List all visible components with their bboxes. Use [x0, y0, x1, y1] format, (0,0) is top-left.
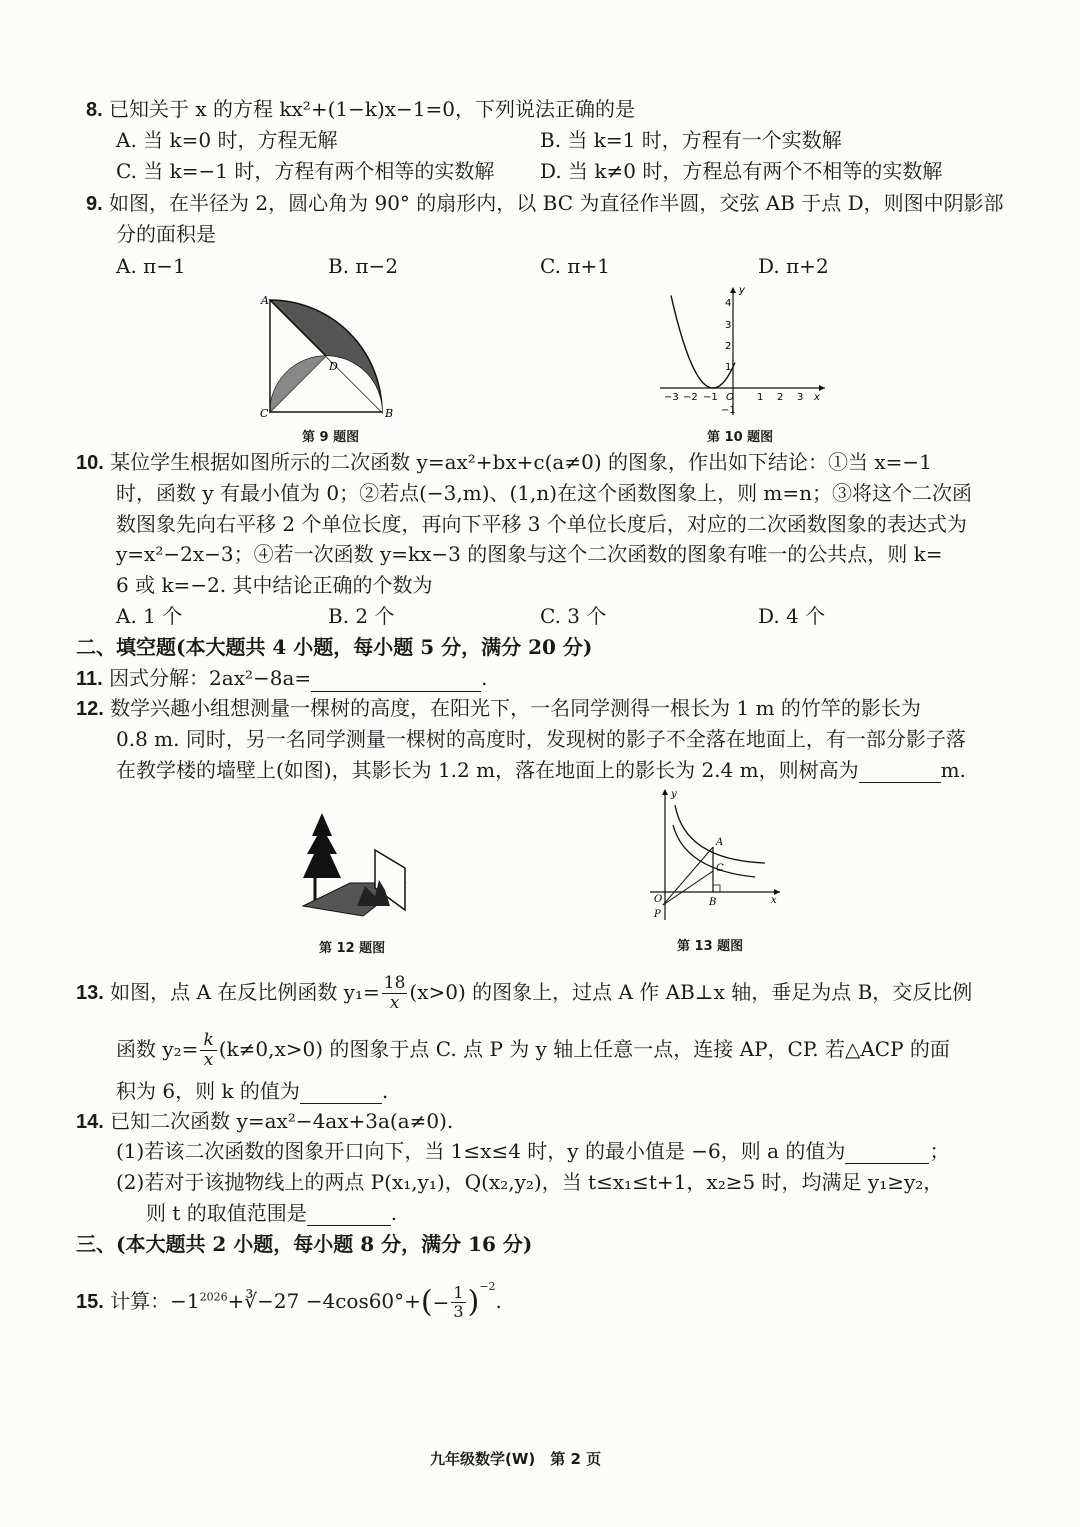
q15-lead: 计算：−1	[110, 1289, 200, 1313]
q10-option-a: A. 1 个	[116, 604, 183, 628]
q13-text-1b: (x>0) 的图象上，过点 A 作 AB⊥x 轴，垂足为点 B，交反比例	[409, 980, 973, 1004]
y-axis-label: y	[739, 285, 745, 296]
q15-exponent-2: −2	[479, 1280, 496, 1293]
x-tick-neg2: −2	[683, 392, 698, 403]
q8-option-c: C. 当 k=−1 时，方程有两个相等的实数解	[116, 159, 495, 183]
section-2-heading: 二、填空题(本大题共 4 小题，每小题 5 分，满分 20 分)	[76, 635, 593, 659]
q13-line3	[116, 1078, 388, 1104]
q9-option-b: B. π−2	[328, 254, 399, 278]
y-axis-arrow	[662, 789, 668, 795]
curve-y2	[673, 825, 755, 877]
q13-line1	[76, 974, 972, 1013]
q14-stem	[76, 1108, 453, 1135]
q13-frac1-den: x	[389, 993, 400, 1013]
q12-answer-blank[interactable]	[859, 762, 941, 783]
q14-number: 14.	[76, 1111, 104, 1133]
q8-text: 已知关于 x 的方程 kx²+(1−k)x−1=0，下列说法正确的是	[109, 97, 636, 121]
point-c-label: C	[716, 863, 724, 874]
q12-text-3: 在教学楼的墙壁上(如图)，其影长为 1.2 m，落在地面上的影长为 2.4 m，则树高为	[116, 758, 859, 782]
q15-exponent-1: 2026	[199, 1290, 228, 1304]
q12-number: 12.	[76, 698, 104, 720]
q10-line1	[76, 449, 932, 476]
q12-line1	[76, 695, 921, 722]
q13-text-2a: 函数 y₂=	[116, 1037, 199, 1061]
origin-label: O	[654, 894, 663, 905]
x-tick-2: 2	[777, 392, 784, 403]
q10-line2: 时，函数 y 有最小值为 0；②若点(−3,m)、(1,n)在这个函数图象上，则 m=n；③将这个二次函	[116, 481, 973, 505]
q11-text: 因式分解：2ax²−8a=	[109, 666, 312, 690]
q14-part2: (2)若对于该抛物线上的两点 P(x₁,y₁)，Q(x₂,y₂)，当 t≤x₁≤t+1，x₂≥5 时，均满足 y₁≥y₂，	[116, 1170, 944, 1194]
q11	[76, 665, 488, 692]
q8-option-d: D. 当 k≠0 时，方程总有两个不相等的实数解	[540, 159, 943, 183]
origin-label: O	[726, 392, 734, 403]
curve-y1	[675, 805, 765, 863]
q8-option-a: A. 当 k=0 时，方程无解	[116, 128, 338, 152]
q9-number: 9.	[86, 193, 103, 215]
q10-option-b: B. 2 个	[328, 604, 395, 628]
right-angle-mark	[713, 885, 720, 892]
q8-number: 8.	[86, 99, 103, 121]
y-tick-neg1: −1	[721, 405, 736, 416]
q14-part1	[116, 1138, 949, 1164]
q15	[76, 1274, 502, 1321]
x-axis-label: x	[814, 392, 820, 403]
q10-option-d: D. 4 个	[758, 604, 826, 628]
figure-13-graph	[645, 785, 785, 925]
q10-line4: y=x²−2x−3；④若一次函数 y=kx−3 的图象与这个二次函数的图象有唯一的公共点，则 k=	[116, 542, 943, 566]
q14-part2-line2	[146, 1200, 397, 1226]
q13-fraction-2	[200, 1031, 216, 1070]
y-label: y	[671, 789, 677, 800]
semicircle-left-fill	[270, 356, 326, 412]
q14-part2-answer-blank[interactable]	[307, 1205, 391, 1226]
q15-number: 15.	[76, 1291, 104, 1313]
q11-answer-blank[interactable]	[311, 671, 481, 692]
q15-right-paren: )	[467, 1284, 480, 1320]
q8-option-b: B. 当 k=1 时，方程有一个实数解	[540, 128, 842, 152]
q10-text-1: 某位学生根据如图所示的二次函数 y=ax²+bx+c(a≠0) 的图象，作出如下结论：①当 x=−1	[110, 450, 932, 474]
q14-part1-end: ；	[929, 1139, 950, 1163]
q12-end: m.	[940, 758, 966, 782]
point-a-label: A	[261, 294, 269, 307]
q14-part2-end: .	[390, 1201, 398, 1225]
y-tick-1: 1	[725, 362, 732, 373]
q13-fraction-1	[382, 974, 408, 1013]
y-tick-2: 2	[725, 341, 732, 352]
figure-10-graph	[655, 283, 830, 423]
figure-10-caption: 第 10 题图	[707, 430, 774, 445]
x-tick-neg3: −3	[664, 392, 679, 403]
q10-number: 10.	[76, 452, 104, 474]
q12-line3	[116, 757, 966, 783]
q9-option-c: C. π+1	[540, 254, 610, 278]
q9-stem-line1	[86, 190, 1004, 217]
x-tick-1: 1	[757, 392, 764, 403]
section-3-heading: 三、(本大题共 2 小题，每小题 8 分，满分 16 分)	[76, 1232, 533, 1256]
q8-stem	[86, 96, 635, 123]
y-axis-arrow	[730, 287, 736, 293]
point-p-label: P	[654, 909, 661, 920]
q10-line5: 6 或 k=−2. 其中结论正确的个数为	[116, 573, 433, 597]
q9-option-a: A. π−1	[116, 254, 186, 278]
point-c-label: C	[260, 407, 269, 420]
y-tick-4: 4	[725, 298, 732, 309]
q12-text-1: 数学兴趣小组想测量一棵树的高度，在阳光下，一名同学测得一根长为 1 m 的竹竿的影长为	[110, 696, 921, 720]
q11-end: .	[481, 666, 488, 690]
q10-line3: 数图象先向右平移 2 个单位长度，再向下平移 3 个单位长度后，对应的二次函数图象的表达式为	[116, 512, 967, 536]
q13-frac2-num: k	[200, 1031, 216, 1051]
figure-9	[255, 290, 415, 425]
point-b-label: B	[385, 407, 394, 420]
q15-left-paren: (	[420, 1284, 433, 1320]
q15-frac-num: 1	[453, 1283, 464, 1302]
q15-fraction	[451, 1284, 465, 1321]
figure-12-tree-shadow	[295, 808, 415, 933]
point-b-label: B	[709, 897, 717, 908]
q13-frac2-den: x	[203, 1050, 214, 1070]
page-footer: 九年级数学(W) 第 2 页	[430, 1450, 602, 1468]
q9-stem-line2: 分的面积是	[116, 222, 216, 246]
q10-option-c: C. 3 个	[540, 604, 607, 628]
q11-number: 11.	[76, 668, 103, 690]
q15-end: .	[495, 1289, 502, 1313]
q14-text: 已知二次函数 y=ax²−4ax+3a(a≠0).	[110, 1109, 454, 1133]
x-label: x	[771, 895, 777, 906]
q13-text-3: 积为 6，则 k 的值为	[116, 1079, 300, 1103]
x-axis-arrow	[819, 385, 825, 391]
q9-text: 如图，在半径为 2，圆心角为 90° 的扇形内，以 BC 为直径作半圆，交弦 AB 于点 D，则图中阴影部	[109, 191, 1004, 215]
q15-minus: −	[432, 1290, 450, 1315]
q15-frac-den: 3	[453, 1302, 464, 1321]
q14-part2-text: 则 t 的取值范围是	[146, 1201, 307, 1225]
q12-line2: 0.8 m. 同时，另一名同学测量一棵树的高度时，发现树的影子不全落在地面上，有一部分影子落	[116, 727, 966, 751]
figure-13-caption: 第 13 题图	[677, 939, 744, 954]
x-tick-3: 3	[797, 392, 804, 403]
point-a-label: A	[716, 837, 724, 848]
q13-text-2b: (k≠0,x>0) 的图象于点 C. 点 P 为 y 轴上任意一点，连接 AP，CP. 若△ACP 的面	[218, 1037, 950, 1061]
q13-answer-blank[interactable]	[300, 1083, 382, 1104]
point-d-label: D	[329, 360, 338, 373]
q14-part1-answer-blank[interactable]	[845, 1143, 929, 1164]
figure-9-caption: 第 9 题图	[302, 430, 360, 445]
tree-icon	[303, 813, 341, 878]
q13-number: 13.	[76, 982, 104, 1004]
q13-end: .	[381, 1079, 389, 1103]
q15-middle: +∛−27 −4cos60°+	[227, 1289, 421, 1313]
q14-part1-text: (1)若该二次函数的图象开口向下，当 1≤x≤4 时，y 的最小值是 −6，则 a 的值为	[116, 1139, 846, 1163]
q13-frac1-num: 18	[383, 973, 406, 993]
figure-12-caption: 第 12 题图	[319, 941, 386, 956]
x-tick-neg1: −1	[703, 392, 718, 403]
q9-option-d: D. π+2	[758, 254, 829, 278]
y-tick-3: 3	[725, 320, 732, 331]
q13-text-1a: 如图，点 A 在反比例函数 y₁=	[110, 980, 380, 1004]
q13-line2	[116, 1031, 950, 1070]
